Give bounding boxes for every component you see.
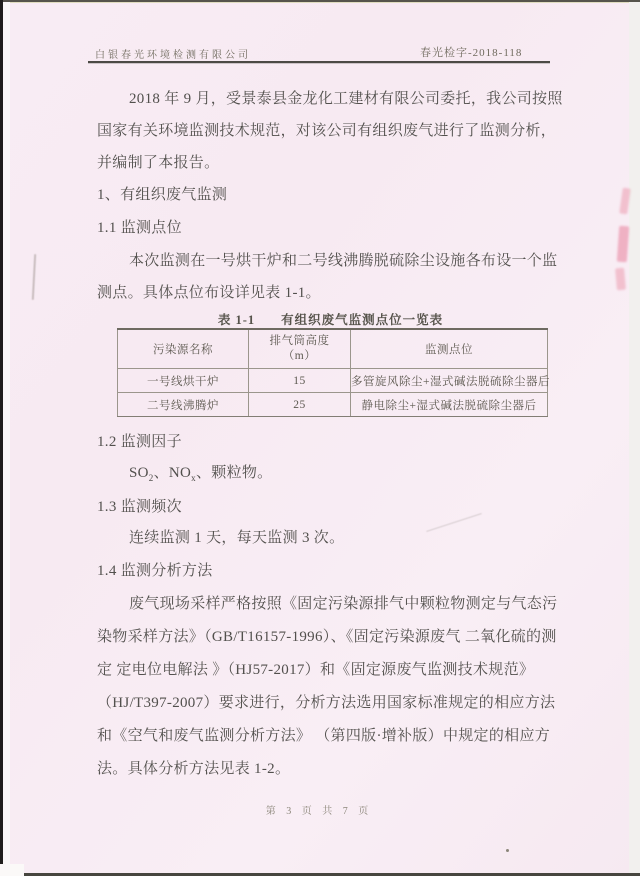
section-1-heading: 1、有组织废气监测 xyxy=(97,187,228,203)
scan-speck xyxy=(506,849,509,852)
monitoring-points-table xyxy=(117,328,548,417)
table-caption-label: 表 1-1 xyxy=(217,313,256,327)
section-1-4-text-line: 废气现场采样严格按照《固定污染源排气中颗粒物测定与气态污 xyxy=(129,596,558,612)
column-header-stack-height-line2: （m） xyxy=(282,350,317,362)
section-1-4-text-line: 染物采样方法》（GB/T16157-1996）、《固定污染源废气 二氧化硫的测 xyxy=(97,629,557,645)
cell-source: 二号线沸腾炉 xyxy=(118,393,249,417)
table-1-1-caption xyxy=(117,310,544,328)
scan-corner-bottom-left xyxy=(0,864,24,876)
factor-particulate: 、颗粒物。 xyxy=(195,465,273,481)
monitoring-factors-line xyxy=(129,461,273,483)
pencil-smudge xyxy=(32,254,36,300)
header-rule xyxy=(88,61,550,63)
factor-so2-subscript: 2 xyxy=(148,473,154,483)
factor-nox-subscript: x xyxy=(191,473,196,483)
scan-edge-top-fringe xyxy=(0,2,640,3)
factor-nox: 、NO xyxy=(153,465,192,481)
column-header-stack-height-line1: 排气筒高度 xyxy=(269,335,330,347)
section-1-4-text-line: 定 定电位电解法 》（HJ57-2017）和《固定源废气监测技术规范》 xyxy=(97,662,535,678)
intro-line: 2018 年 9 月，受景泰县金龙化工建材有限公司委托，我公司按照 xyxy=(129,91,563,107)
section-1-2-heading: 1.2 监测因子 xyxy=(97,434,182,450)
section-1-4-heading: 1.4 监测分析方法 xyxy=(97,563,213,579)
red-stamp-bleed-mark xyxy=(615,268,626,291)
cell-height: 15 xyxy=(249,369,351,393)
section-1-1-text-line: 本次监测在一号烘干炉和二号线沸腾脱硫除尘设施各布设一个监 xyxy=(129,253,558,269)
section-1-3-text: 连续监测 1 天，每天监测 3 次。 xyxy=(129,530,345,546)
section-1-4-text-line: 法。具体分析方法见表 1-2。 xyxy=(97,761,291,777)
table-row xyxy=(118,393,548,417)
factor-so2: SO xyxy=(129,465,149,481)
intro-line: 国家有关环境监测技术规范，对该公司有组织废气进行了监测分析， xyxy=(97,123,557,139)
header-document-number: 春光检字-2018-118 xyxy=(420,47,523,59)
scan-edge-right-white xyxy=(629,2,640,876)
cell-height: 25 xyxy=(249,393,351,417)
cell-point: 静电除尘+湿式碱法脱硫除尘器后 xyxy=(351,393,548,417)
column-header-monitoring-point: 监测点位 xyxy=(351,329,548,369)
column-header-stack-height xyxy=(249,329,351,369)
cell-point: 多管旋风除尘+湿式碱法脱硫除尘器后 xyxy=(351,369,548,393)
scan-scratch xyxy=(426,513,481,532)
intro-line: 并编制了本报告。 xyxy=(97,155,220,171)
section-1-3-heading: 1.3 监测频次 xyxy=(97,499,182,515)
cell-source: 一号线烘干炉 xyxy=(118,369,249,393)
column-header-pollution-source: 污染源名称 xyxy=(118,329,249,369)
section-1-1-text-line: 测点。具体点位布设详见表 1-1。 xyxy=(97,285,321,301)
table-header-row xyxy=(118,329,548,369)
section-1-1-heading: 1.1 监测点位 xyxy=(97,220,182,236)
section-1-4-text-line: （HJ/T397-2007）要求进行，分析方法选用国家标准规定的相应方法 xyxy=(97,695,556,711)
table-row xyxy=(118,369,548,393)
table-caption-title: 有组织废气监测点位一览表 xyxy=(281,313,444,327)
scan-edge-left-white xyxy=(3,2,10,876)
red-stamp-bleed-mark xyxy=(617,226,629,263)
header-company-name: 白银春光环境检测有限公司 xyxy=(95,50,251,61)
footer-page-number: 第 3 页 共 7 页 xyxy=(265,806,373,817)
section-1-4-text-line: 和《空气和废气监测分析方法》 （第四版·增补版）中规定的相应方 xyxy=(97,728,551,744)
scan-edge-left-black xyxy=(0,0,3,866)
